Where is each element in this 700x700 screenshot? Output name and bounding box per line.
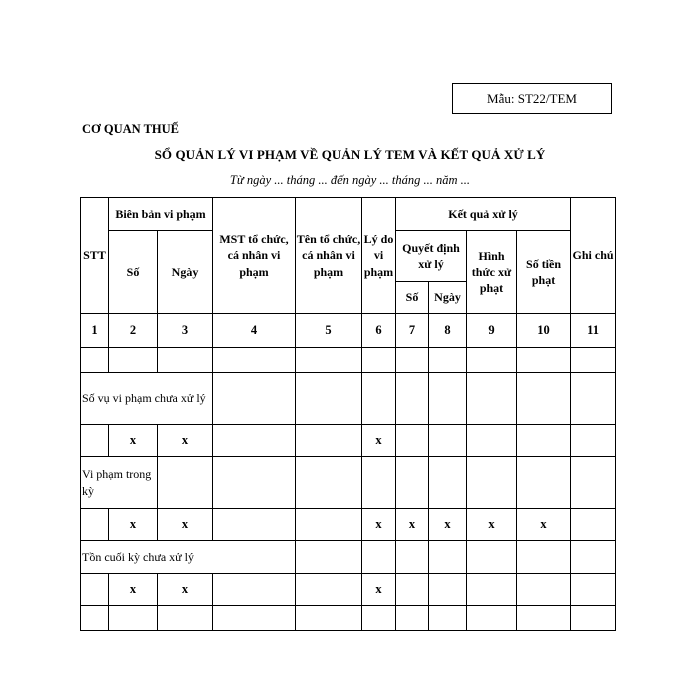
mark-cell: x xyxy=(158,509,213,541)
table-cell xyxy=(517,457,571,509)
table-cell xyxy=(467,541,517,574)
table-cell xyxy=(396,541,429,574)
table-cell xyxy=(517,348,571,373)
column-number: 11 xyxy=(571,314,616,348)
table-cell xyxy=(81,348,109,373)
table-cell xyxy=(571,457,616,509)
header-decision-date: Ngày xyxy=(429,282,467,314)
table-row xyxy=(81,348,616,373)
column-number: 5 xyxy=(296,314,362,348)
header-stt: STT xyxy=(81,198,109,314)
header-fine-amount: Số tiền phạt xyxy=(517,231,571,314)
mark-cell: x xyxy=(429,509,467,541)
header-decision: Quyết định xử lý xyxy=(396,231,467,282)
column-number: 1 xyxy=(81,314,109,348)
form-code: Mẫu: ST22/TEM xyxy=(487,90,577,106)
table-cell xyxy=(467,373,517,425)
table-cell xyxy=(362,348,396,373)
section-label-end-unprocessed: Tồn cuối kỳ chưa xử lý xyxy=(81,541,296,574)
mark-cell: x xyxy=(517,509,571,541)
table-cell xyxy=(362,457,396,509)
mark-cell: x xyxy=(362,425,396,457)
table-cell xyxy=(213,425,296,457)
table-cell xyxy=(81,509,109,541)
header-name: Tên tổ chức, cá nhân vi phạm xyxy=(296,198,362,314)
table-cell xyxy=(213,509,296,541)
violation-ledger-table xyxy=(80,197,616,631)
table-cell xyxy=(362,606,396,631)
table-cell xyxy=(296,457,362,509)
header-reason: Lý do vi phạm xyxy=(362,198,396,314)
section-label-in-period: Vi phạm trong kỳ xyxy=(81,457,158,509)
table-cell xyxy=(429,606,467,631)
table-cell xyxy=(396,348,429,373)
table-cell xyxy=(158,348,213,373)
column-number-row xyxy=(81,314,616,348)
table-cell xyxy=(467,348,517,373)
page-title: SỔ QUẢN LÝ VI PHẠM VỀ QUẢN LÝ TEM VÀ KẾT QUẢ XỬ LÝ xyxy=(154,147,546,162)
table-cell xyxy=(81,574,109,606)
table-cell xyxy=(429,541,467,574)
table-cell xyxy=(362,373,396,425)
table-cell xyxy=(396,606,429,631)
table-cell xyxy=(429,574,467,606)
table-cell xyxy=(517,574,571,606)
table-cell xyxy=(571,373,616,425)
table-cell xyxy=(213,348,296,373)
section-row-unprocessed xyxy=(81,373,616,425)
table-row xyxy=(81,606,616,631)
column-number: 9 xyxy=(467,314,517,348)
table-cell xyxy=(571,574,616,606)
table-cell xyxy=(517,425,571,457)
table-cell xyxy=(396,373,429,425)
mark-cell: x xyxy=(396,509,429,541)
header-tax-code: MST tổ chức, cá nhân vi phạm xyxy=(213,198,296,314)
table-cell xyxy=(213,373,296,425)
column-number: 6 xyxy=(362,314,396,348)
table-cell xyxy=(429,348,467,373)
table-cell xyxy=(296,606,362,631)
table-cell xyxy=(396,425,429,457)
mark-cell: x xyxy=(109,574,158,606)
table-row xyxy=(81,574,616,606)
table-cell xyxy=(296,509,362,541)
table-cell xyxy=(296,373,362,425)
table-cell xyxy=(571,348,616,373)
table-cell xyxy=(429,373,467,425)
header-result: Kết quả xử lý xyxy=(396,198,571,231)
table-cell xyxy=(517,606,571,631)
table-cell xyxy=(158,457,213,509)
table-cell xyxy=(467,425,517,457)
mark-cell: x xyxy=(362,509,396,541)
table-row xyxy=(81,425,616,457)
mark-cell: x xyxy=(109,425,158,457)
section-row-end-unprocessed xyxy=(81,541,616,574)
table-cell xyxy=(362,541,396,574)
header-minutes-no: Số xyxy=(109,231,158,314)
table-row xyxy=(81,509,616,541)
header-minutes-date: Ngày xyxy=(158,231,213,314)
table-cell xyxy=(213,606,296,631)
table-cell xyxy=(109,606,158,631)
table-cell xyxy=(429,457,467,509)
table-cell xyxy=(296,425,362,457)
table-cell xyxy=(467,574,517,606)
mark-cell: x xyxy=(467,509,517,541)
table-cell xyxy=(109,348,158,373)
table-cell xyxy=(213,457,296,509)
table-cell xyxy=(571,606,616,631)
table-cell xyxy=(296,541,362,574)
table-cell xyxy=(81,425,109,457)
column-number: 7 xyxy=(396,314,429,348)
mark-cell: x xyxy=(158,574,213,606)
table-cell xyxy=(571,509,616,541)
table-cell xyxy=(158,606,213,631)
table-cell xyxy=(81,606,109,631)
section-row-in-period xyxy=(81,457,616,509)
mark-cell: x xyxy=(109,509,158,541)
form-code-box xyxy=(452,83,612,114)
table-cell xyxy=(517,541,571,574)
table-cell xyxy=(517,373,571,425)
agency-label: CƠ QUAN THUẾ xyxy=(82,122,180,136)
mark-cell: x xyxy=(362,574,396,606)
table-cell xyxy=(296,348,362,373)
header-row xyxy=(81,198,616,231)
table-cell xyxy=(467,606,517,631)
mark-cell: x xyxy=(158,425,213,457)
table-cell xyxy=(396,457,429,509)
column-number: 8 xyxy=(429,314,467,348)
header-note: Ghi chú xyxy=(571,198,616,314)
period-line: Từ ngày ... tháng ... đến ngày ... tháng ... năm ... xyxy=(229,173,471,187)
table-cell xyxy=(429,425,467,457)
section-label-unprocessed: Số vụ vi phạm chưa xử lý xyxy=(81,373,213,425)
column-number: 10 xyxy=(517,314,571,348)
header-decision-no: Số xyxy=(396,282,429,314)
column-number: 2 xyxy=(109,314,158,348)
table-cell xyxy=(396,574,429,606)
header-penalty-form: Hình thức xử phạt xyxy=(467,231,517,314)
column-number: 4 xyxy=(213,314,296,348)
table-cell xyxy=(467,457,517,509)
column-number: 3 xyxy=(158,314,213,348)
header-minutes: Biên bản vi phạm xyxy=(109,198,213,231)
table-cell xyxy=(571,425,616,457)
table-cell xyxy=(213,574,296,606)
table-cell xyxy=(296,574,362,606)
table-cell xyxy=(571,541,616,574)
